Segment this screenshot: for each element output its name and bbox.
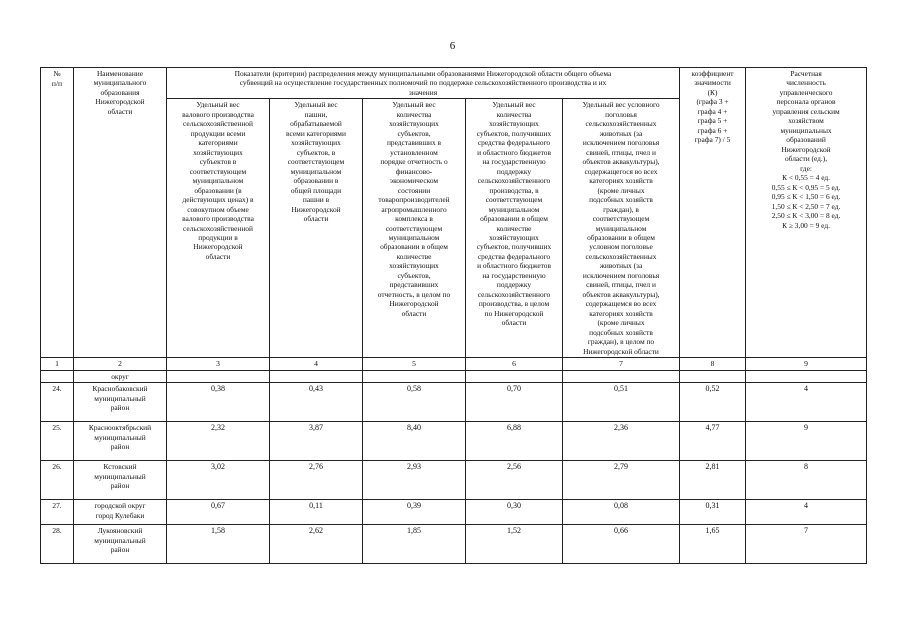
value-col7: 2,79 <box>563 461 680 500</box>
header-indicators: Показатели (критерии) распределения между муниципальными образованиями Нижегородской области общего объема субвенций на осуществление государственных полномочий по поддержке сельскохозяйственного производства и их значения <box>167 68 680 99</box>
column-number: 1 <box>41 358 74 371</box>
value-col7: 0,51 <box>563 383 680 422</box>
municipality-name: Краснооктябрьский муниципальный район <box>74 422 167 461</box>
municipality-name: Кстовский муниципальный район <box>74 461 167 500</box>
subheader-col7: Удельный вес условного поголовья сельскохозяйственных животных (за исключением поголовья свиней, птицы, пчел и объектов аквакультуры), содержащегося во всех категориях хозяйств (кроме личных подсобных хозяйств граждан), в соответствующем муниципальном образовании в общем условном поголовье сельскохозяйственных животных (за исключением поголовья свиней, птицы, пчел и объектов аквакультуры), содержащемся во всех категориях хозяйств (кроме личных подсобных хозяйств граждан), в целом по Нижегородской области <box>563 99 680 358</box>
column-number: 7 <box>563 358 680 371</box>
value-staff: 4 <box>746 500 867 525</box>
header-staff: Расчетная численность управленческого персонала органов управления сельским хозяйством муниципальных образований Нижегородской области (ед.), где: К < 0,55 = 4 ед. 0,55 ≤ К < 0,95 = 5 ед. 0,95 ≤ К < 1,50 = 6 ед. 1,50 ≤ К < 2,50 = 7 ед. 2,50 ≤ К < 3,00 = 8 ед. К ≥ 3,00 = 9 ед. <box>746 68 867 358</box>
row-number: 25. <box>41 422 74 461</box>
value-staff: 9 <box>746 422 867 461</box>
table-row <box>41 461 867 500</box>
row-number: 27. <box>41 500 74 525</box>
page-number: 6 <box>449 40 456 52</box>
value-col3: 0,38 <box>167 383 270 422</box>
value-col3: 0,67 <box>167 500 270 525</box>
value-col4: 0,43 <box>270 383 363 422</box>
header-name: Наименование муниципального образования Нижегородской области <box>74 68 167 358</box>
value-staff: 7 <box>746 525 867 564</box>
value-coefficient: 1,65 <box>680 525 746 564</box>
table-cell <box>563 370 680 382</box>
table-cell <box>746 370 867 382</box>
value-col6: 1,52 <box>466 525 563 564</box>
value-col5: 0,39 <box>363 500 466 525</box>
value-col3: 1,58 <box>167 525 270 564</box>
municipality-name: Лукояновский муниципальный район <box>74 525 167 564</box>
distribution-table <box>40 67 867 564</box>
header-no: № п/п <box>41 68 74 358</box>
value-col3: 3,02 <box>167 461 270 500</box>
table-row <box>41 500 867 525</box>
municipality-name: городской округ город Кулебаки <box>74 500 167 525</box>
subheader-col4: Удельный вес пашни, обрабатываемой всеми категориями хозяйствующих субъектов, в соответствующем муниципальном образовании в общей площади пашни в Нижегородской области <box>270 99 363 358</box>
column-number: 4 <box>270 358 363 371</box>
table-cell <box>363 370 466 382</box>
column-number: 8 <box>680 358 746 371</box>
value-coefficient: 4,77 <box>680 422 746 461</box>
value-coefficient: 0,52 <box>680 383 746 422</box>
value-col5: 2,93 <box>363 461 466 500</box>
column-number: 9 <box>746 358 867 371</box>
row-number: 28. <box>41 525 74 564</box>
value-coefficient: 2,81 <box>680 461 746 500</box>
table-cell <box>680 370 746 382</box>
value-staff: 8 <box>746 461 867 500</box>
value-col6: 0,70 <box>466 383 563 422</box>
value-col5: 0,58 <box>363 383 466 422</box>
value-col6: 6,88 <box>466 422 563 461</box>
value-col4: 2,76 <box>270 461 363 500</box>
table-row <box>41 383 867 422</box>
row-number: 26. <box>41 461 74 500</box>
column-number: 2 <box>74 358 167 371</box>
value-col6: 2,56 <box>466 461 563 500</box>
column-number: 6 <box>466 358 563 371</box>
value-col7: 0,66 <box>563 525 680 564</box>
subheader-col5: Удельный вес количества хозяйствующих субъектов, представивших в установленном порядке отчетность о финансово- экономическом состоянии товаропроизводителей агропромышленного комплекса в соответствующем муниципальном образовании в общем количестве хозяйствующих субъектов, представивших отчетность, в целом по Нижегородской области <box>363 99 466 358</box>
column-number: 3 <box>167 358 270 371</box>
value-coefficient: 0,31 <box>680 500 746 525</box>
table-cell <box>41 370 74 382</box>
header-row-1 <box>41 68 867 99</box>
value-col6: 0,30 <box>466 500 563 525</box>
value-col4: 2,62 <box>270 525 363 564</box>
value-col3: 2,32 <box>167 422 270 461</box>
table-cell <box>270 370 363 382</box>
value-col4: 0,11 <box>270 500 363 525</box>
table-row <box>41 525 867 564</box>
column-numbers-row <box>41 358 867 371</box>
table-cell <box>167 370 270 382</box>
value-col7: 0,08 <box>563 500 680 525</box>
value-col5: 1,85 <box>363 525 466 564</box>
value-col7: 2,36 <box>563 422 680 461</box>
table-row <box>41 422 867 461</box>
header-coefficient: коэффициент значимости (К) (графа 3 + графа 4 + графа 5 + графа 6 + графа 7) / 5 <box>680 68 746 358</box>
column-number: 5 <box>363 358 466 371</box>
okrug-continuation-row <box>41 370 867 382</box>
subheader-col3: Удельный вес валового производства сельскохозяйственной продукции всеми категориями хозяйствующих субъектов в соответствующем муниципальном образовании (в действующих ценах) в совокупном объеме валового производства сельскохозяйственной продукции в Нижегородской области <box>167 99 270 358</box>
value-staff: 4 <box>746 383 867 422</box>
subheader-col6: Удельный вес количества хозяйствующих субъектов, получивших средства федерального и областного бюджетов на государственную поддержку сельскохозяйственного производства, в соответствующем муниципальном образовании в общем количестве хозяйствующих субъектов, получивших средства федерального и областного бюджетов на государственную поддержку сельскохозяйственного производства, в целом по Нижегородской области <box>466 99 563 358</box>
value-col5: 8,40 <box>363 422 466 461</box>
okrug-text: округ <box>74 370 167 382</box>
value-col4: 3,87 <box>270 422 363 461</box>
municipality-name: Краснобаковский муниципальный район <box>74 383 167 422</box>
row-number: 24. <box>41 383 74 422</box>
table-cell <box>466 370 563 382</box>
